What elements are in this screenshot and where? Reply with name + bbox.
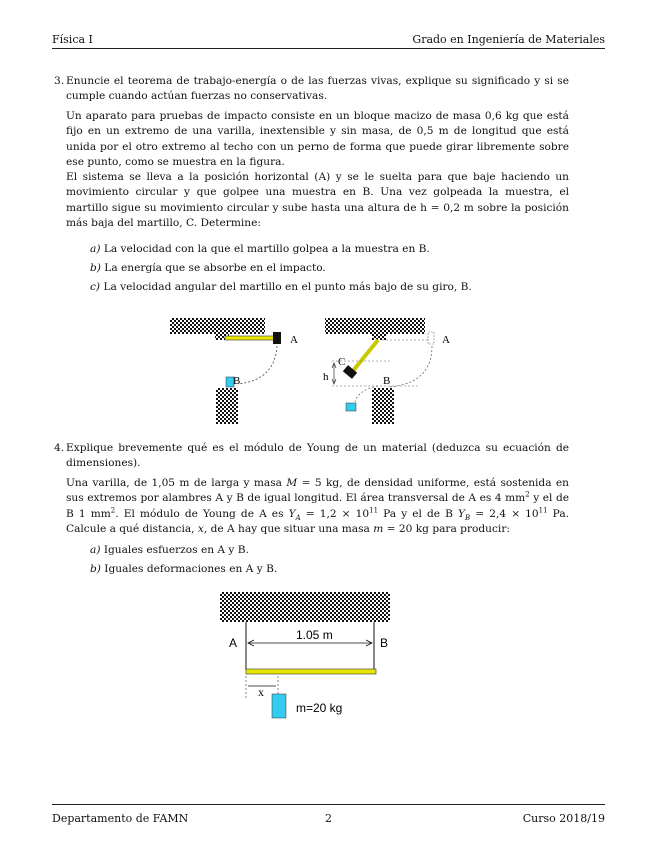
rod-q4 xyxy=(246,669,376,674)
label-length: 1.05 m xyxy=(296,628,333,642)
q3-number: 3. xyxy=(54,75,65,87)
q4-item-b-marker: b) xyxy=(90,563,101,575)
header-degree: Grado en Ingeniería de Materiales xyxy=(412,33,605,46)
impact-pendulum-figure xyxy=(160,310,480,430)
page-header xyxy=(52,33,605,47)
label-wire-a: A xyxy=(229,636,238,650)
q4-item-a-text: Iguales esfuerzos en A y B. xyxy=(103,544,249,556)
mass-block xyxy=(272,694,286,718)
q3-item-b-text: La energía que se absorbe en el impacto. xyxy=(104,262,326,274)
support-left xyxy=(216,388,238,424)
q4-para1-block xyxy=(66,476,569,538)
sample-ejected xyxy=(346,403,356,411)
q4-paragraph-1: Una varilla, de 1,05 m de larga y masa M = 5 kg, de densidad uniforme, está sostenida en sus extremos por alambres A y B de igual longitud. El área transversal de A es 4 $mm^2$ y el de B 1 $mm^2$. El módulo de Young de A es $Y_A = 1,2 \times 10^{11}$ Pa y el de B $Y_B = 2,4 \times 10^{11}$ Pa. Calcule a qué distancia, x, de A hay que situar una masa m = 20 kg para producir: xyxy=(66,477,570,536)
ceiling-right xyxy=(325,318,425,334)
q3-item-a xyxy=(90,243,560,255)
q3-statement: Enuncie el teorema de trabajo-energía o de las fuerzas vivas, explique su significado y si se cumple cuando actúan fuerzas no conservativas. xyxy=(66,75,569,103)
ghost-hammer-a xyxy=(428,332,434,344)
label-a-left: A xyxy=(290,334,298,346)
hammer-position-a xyxy=(273,332,281,344)
q3-item-c-text: La velocidad angular del martillo en el punto más bajo de su giro, B. xyxy=(103,281,472,293)
page-number: 2 xyxy=(325,812,332,825)
label-a-right: A xyxy=(442,334,450,346)
q3-statement-block xyxy=(54,74,569,105)
q4-number: 4. xyxy=(54,442,65,454)
suspended-rod-figure xyxy=(210,588,400,728)
pivot-right xyxy=(372,332,386,340)
ceiling-q4 xyxy=(220,592,390,622)
label-mass: m=20 kg xyxy=(296,701,343,715)
q4-item-b xyxy=(90,563,560,575)
q4-statement: Explique brevemente qué es el módulo de Young de un material (deduzca su ecuación de dimensiones). xyxy=(66,442,569,470)
support-right xyxy=(372,388,394,424)
q3-para2-block xyxy=(66,170,569,232)
label-c: C xyxy=(338,356,346,368)
q3-item-a-text: La velocidad con la que el martillo golpea a la muestra en B. xyxy=(103,243,430,255)
q3-item-b xyxy=(90,262,560,274)
q3-item-b-marker: b) xyxy=(90,262,101,274)
q3-para1-block xyxy=(66,109,569,171)
label-h: h xyxy=(323,371,329,383)
footer-rule xyxy=(52,804,605,805)
footer-course-year: Curso 2018/19 xyxy=(522,812,605,825)
q3-item-a-marker: a) xyxy=(90,243,101,255)
ceiling-left xyxy=(170,318,265,334)
header-rule xyxy=(52,48,605,49)
q4-item-a-marker: a) xyxy=(90,544,101,556)
label-b-right: B xyxy=(383,375,391,387)
q3-paragraph-1: Un aparato para pruebas de impacto consiste en un bloque macizo de masa 0,6 kg que está fijo en un extremo de una varilla, inextensible y sin masa, de 0,5 m de longitud que está unida por el otro extremo al techo con un perno de forma que puede girar libremente sobre ese punto, como se muestra en la figura. xyxy=(66,110,569,169)
rod-horizontal xyxy=(225,336,275,340)
header-course: Física I xyxy=(52,33,93,46)
rod-tilted xyxy=(352,340,378,372)
q3-item-c-marker: c) xyxy=(90,281,101,293)
q3-paragraph-2: El sistema se lleva a la posición horizontal (A) y se le suelta para que baje haciendo un movimiento circular y que golpee una muestra en B. Una vez golpeada la muestra, el martillo sigue su movimiento circular y sube hasta una altura de h = 0,2 m sobre la posición más baja del martillo, C. Determine: xyxy=(66,171,569,230)
label-b-left: B xyxy=(233,375,241,387)
label-x: x xyxy=(258,685,264,699)
q4-item-a xyxy=(90,544,560,556)
q4-item-b-text: Iguales deformaciones en A y B. xyxy=(104,563,278,575)
page-footer xyxy=(52,812,605,826)
q4-statement-block xyxy=(54,441,569,472)
footer-department: Departamento de FAMN xyxy=(52,812,189,825)
label-wire-b: B xyxy=(380,636,389,650)
q3-item-c xyxy=(90,281,560,293)
swing-path-right xyxy=(388,346,432,387)
swing-path-left xyxy=(238,346,277,384)
